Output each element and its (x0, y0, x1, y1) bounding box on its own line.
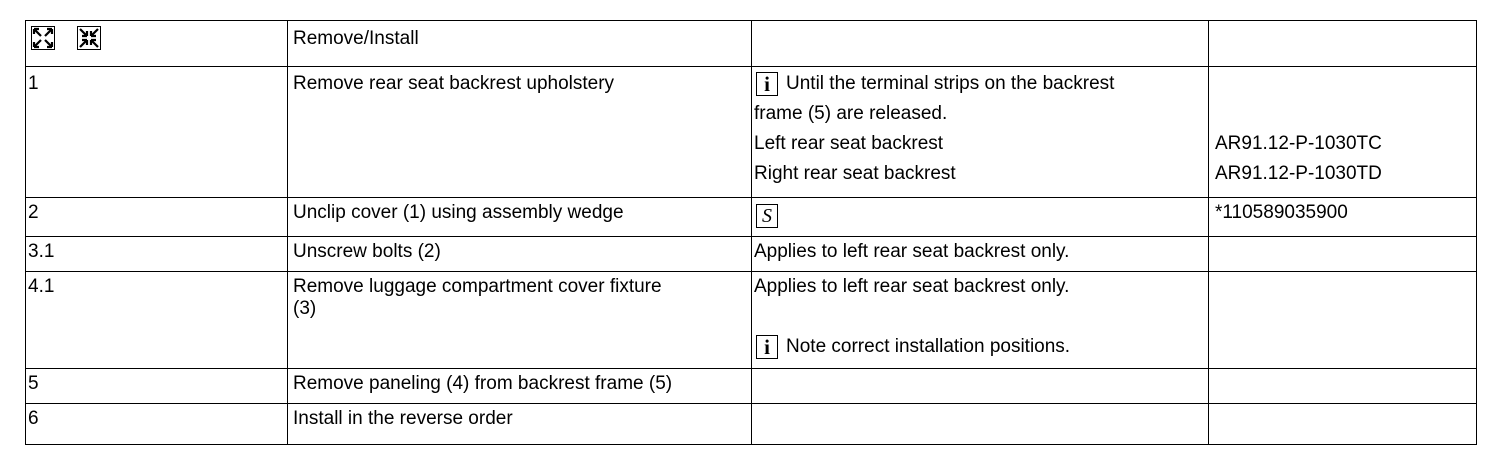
step-number: 4.1 (26, 272, 288, 369)
step-notes (752, 67, 1209, 198)
step-action: Remove paneling (4) from backrest frame (5) (288, 369, 752, 404)
step-notes (752, 404, 1209, 445)
step-action: Install in the reverse order (288, 404, 752, 445)
step-action-line: (3) (293, 298, 317, 319)
step-references (1209, 404, 1477, 445)
step-number: 6 (26, 404, 288, 445)
info-note-text: Until the terminal strips on the backrest (786, 73, 1115, 94)
special-tool-icon[interactable]: S (756, 204, 778, 228)
header-empty-cell (1209, 21, 1477, 67)
step-references (1209, 67, 1477, 198)
step-references (1209, 237, 1477, 272)
table-row (26, 272, 1477, 369)
step-action: Remove rear seat backrest upholstery (288, 67, 752, 198)
step-number: 3.1 (26, 237, 288, 272)
step-number: 1 (26, 67, 288, 198)
info-note-line (754, 332, 1208, 362)
reference-link[interactable]: AR91.12-P-1030TD (1215, 163, 1382, 184)
reference-link[interactable]: AR91.12-P-1030TC (1215, 133, 1382, 154)
step-notes: Applies to left rear seat backrest only. (752, 237, 1209, 272)
sub-step-label: Right rear seat backrest (754, 163, 956, 184)
table-header-row (26, 21, 1477, 67)
step-number: 5 (26, 369, 288, 404)
procedure-table (25, 20, 1477, 445)
table-row (26, 237, 1477, 272)
step-notes (752, 198, 1209, 237)
table-row (26, 404, 1477, 445)
info-note-text: Note correct installation positions. (786, 336, 1071, 357)
step-notes (752, 369, 1209, 404)
header-title: Remove/Install (288, 21, 752, 67)
info-note-line: frame (5) are released. (754, 103, 948, 124)
header-icons-cell (26, 21, 288, 67)
step-number: 2 (26, 198, 288, 237)
expand-arrows-icon[interactable] (31, 26, 55, 50)
step-notes (752, 272, 1209, 369)
step-references (1209, 272, 1477, 369)
info-icon: i (756, 72, 778, 96)
table-row (26, 369, 1477, 404)
table-row (26, 67, 1477, 198)
step-action (288, 272, 752, 369)
table-row (26, 198, 1477, 237)
collapse-arrows-icon[interactable] (77, 26, 101, 50)
step-action: Unscrew bolts (2) (288, 237, 752, 272)
reference-link[interactable]: *110589035900 (1209, 198, 1477, 237)
info-note-line (754, 69, 1208, 99)
step-action: Unclip cover (1) using assembly wedge (288, 198, 752, 237)
step-references (1209, 369, 1477, 404)
note-text: Applies to left rear seat backrest only. (754, 276, 1070, 297)
sub-step-label: Left rear seat backrest (754, 133, 944, 154)
info-icon: i (756, 335, 778, 359)
step-action-line: Remove luggage compartment cover fixture (293, 276, 662, 297)
header-empty-cell (752, 21, 1209, 67)
